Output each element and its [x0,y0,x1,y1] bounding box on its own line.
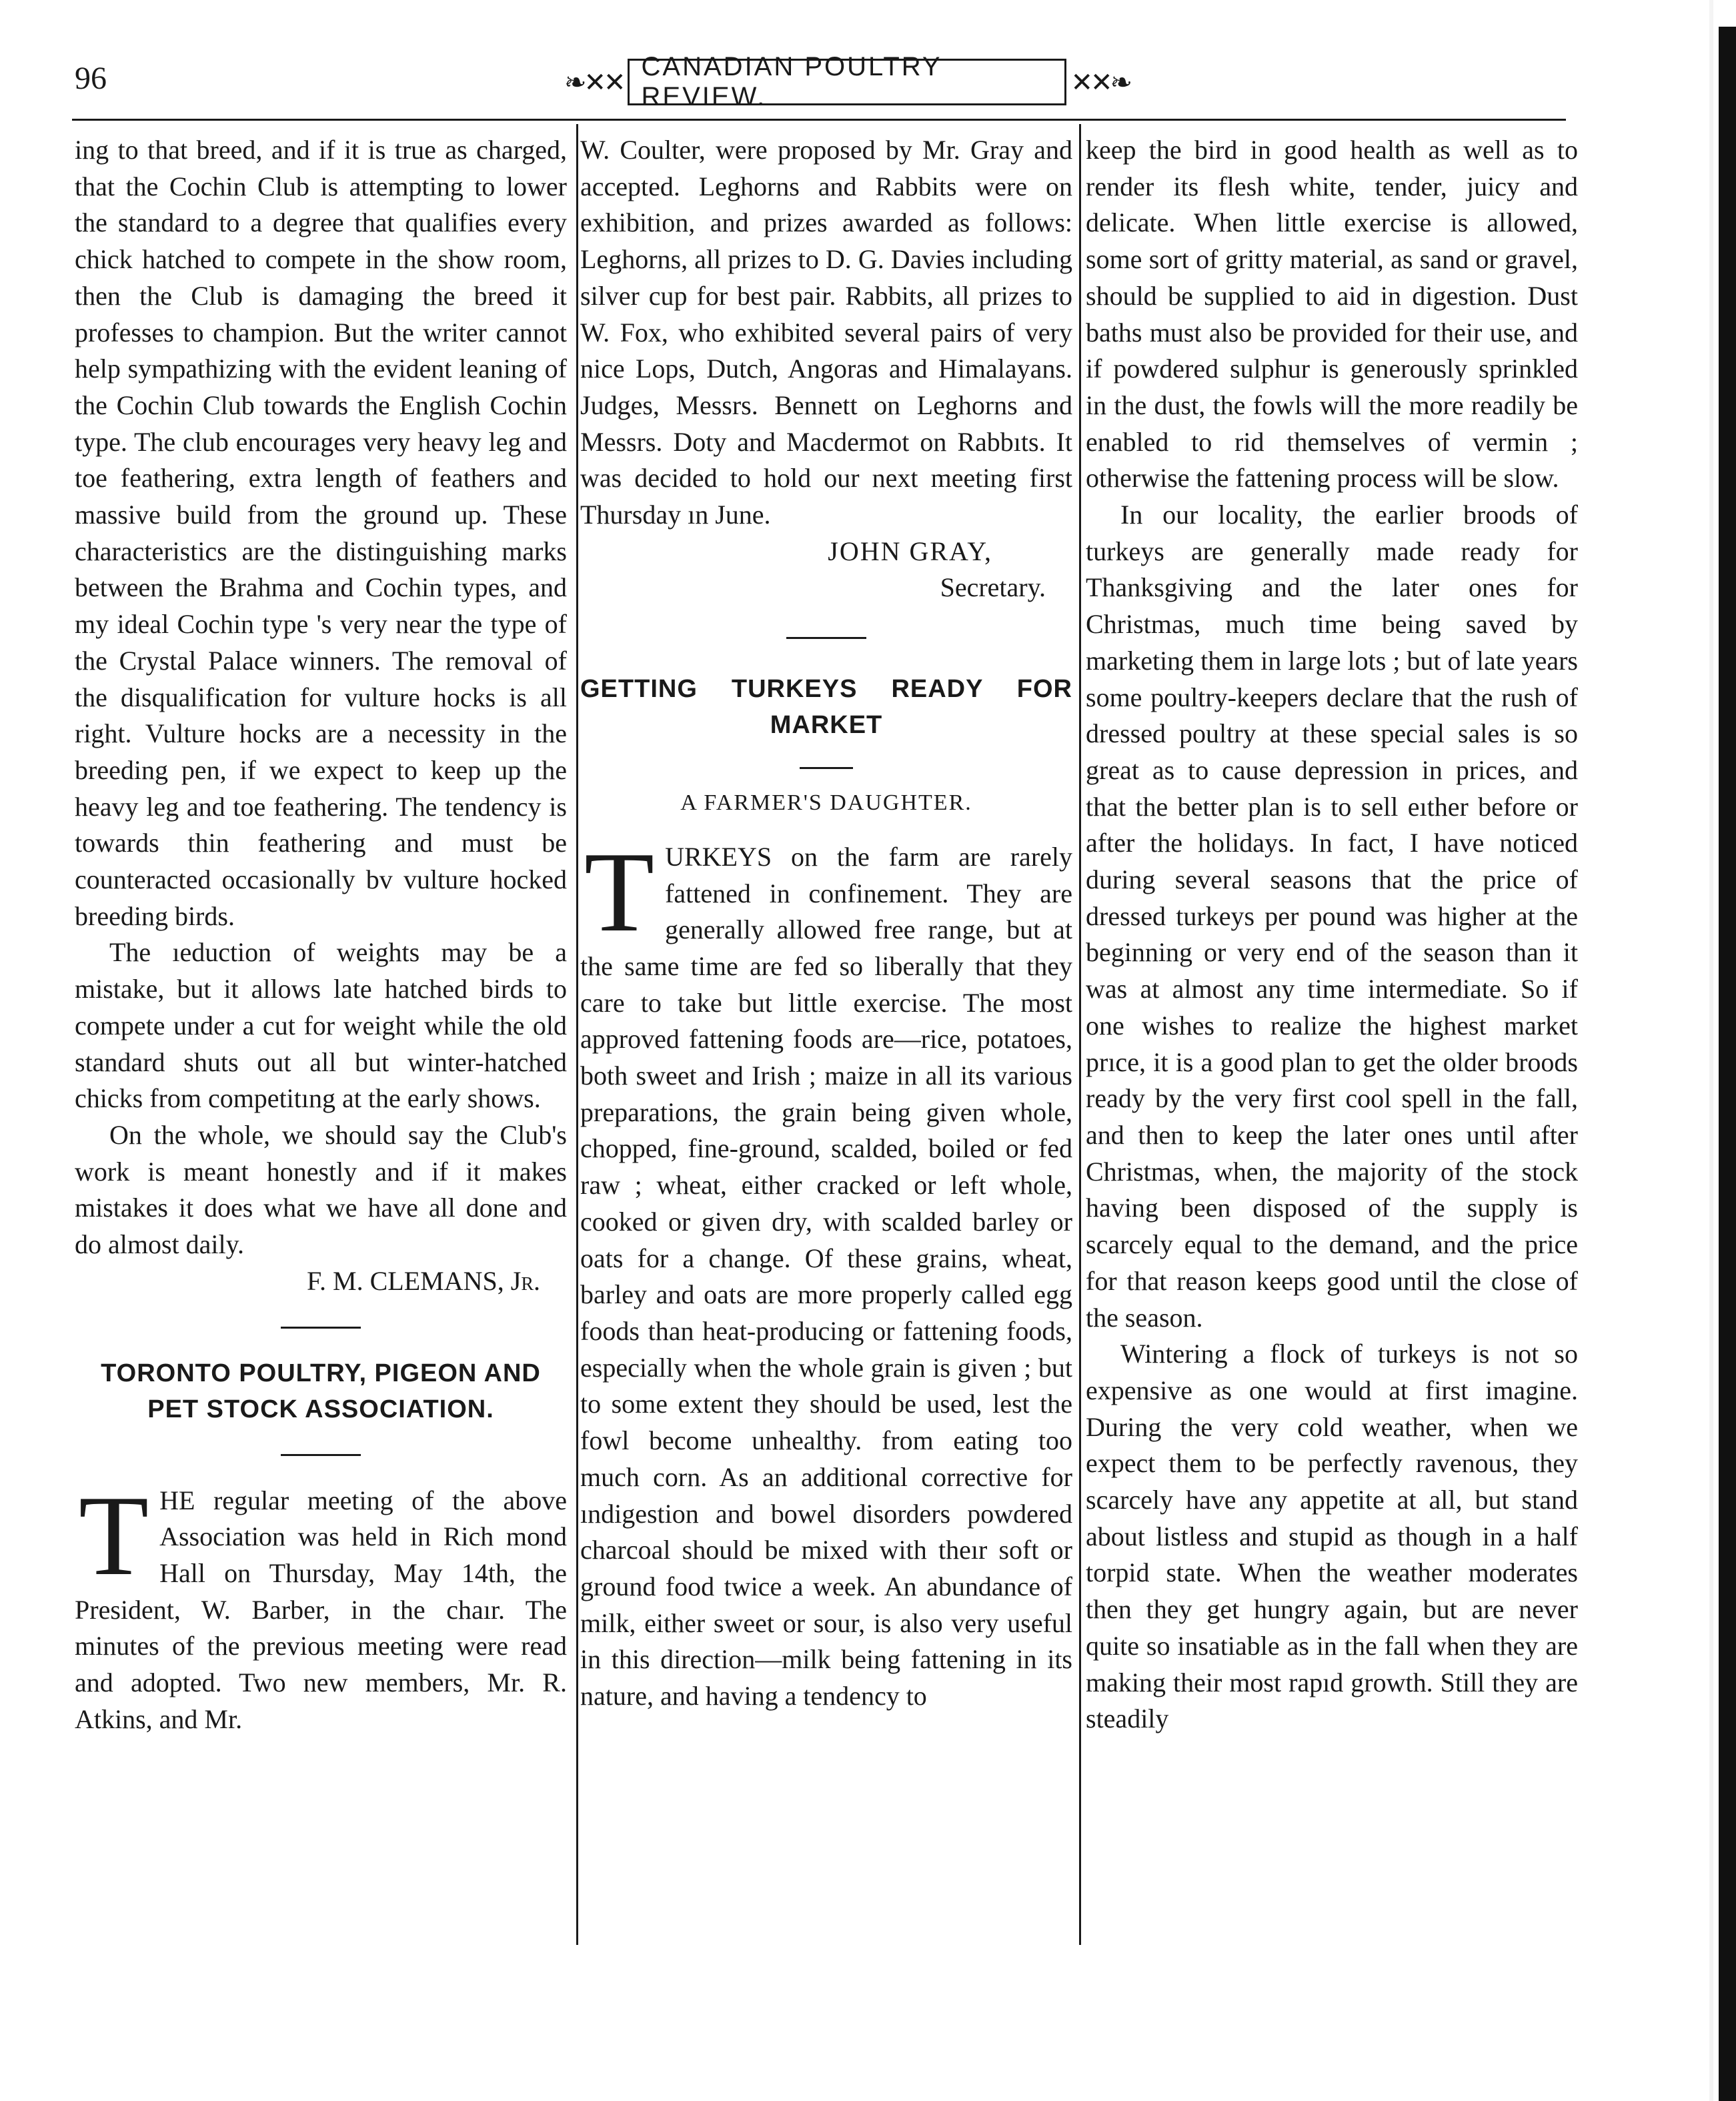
article-paragraph: keep the bird in good health as well as to render its flesh white, tender, juicy and delicate. When little exercise is allowed, some sort of gritty material, as sand or gravel, should be supplied to aid in digestion. Dust baths must also be provided for their use, and if powdered sulphur is generously sprinkled in the dust, the fowls will the more readily be enabled to rid themselves of vermin ; otherwise the fattening process will be slow. [1086,135,1578,494]
author-signature: F. M. CLEMANS, Jr. [307,1265,540,1296]
column-1 [75,132,567,1737]
ornament-right-icon: ✕✕❧ [1070,67,1130,97]
masthead [560,52,1134,112]
drop-cap: T [584,838,655,956]
article-headline: TORONTO POULTRY, PIGEON AND PET STOCK ASSOCIATION. [101,1359,541,1423]
column-2 [580,132,1072,1715]
section-divider [800,767,853,769]
section-divider [281,1454,361,1456]
drop-cap: T [79,1482,149,1599]
byline: A FARMER'S DAUGHTER. [680,790,972,816]
article-paragraph: ing to that breed, and if it is true as charged, that the Cochin Club is attempting to lower the standard to a degree that qualifies every chick hatched to compete in the show room, then the Club is damaging the breed it professes to champion. But the writer cannot help sympathizing with the evident leaning of the Cochin Club towards the English Cochin type. The club encourages very heavy leg and toe feathering, extra length of feathers and massive build from the ground up. These characteristics are the distinguishing marks between the Brahma and Cochin types, and my ideal Cochin type 's very near the type of the Crystal Palace winners. The removal of the disqualification for vulture hocks is all right. Vulture hocks are a necessity in the breeding pen, if we expect to keep up the heavy leg and toe feathering. The tendency is towards thin feathering and must be counteracted occasionally bv vulture hocked breeding birds. [75,135,567,931]
article-paragraph: In our locality, the earlier broods of turkeys are generally made ready for Thanksgiving and the later ones for Christmas, much time being saved by marketing them in large lots ; but of late years some poultry-keepers declare that the rush of dressed poultry at these special sales is so great as to cause depression in prices, and that the better plan is to sell eıther before or after the holidays. In fact, I have noticed during several seasons that the price of dressed turkeys per pound was higher at the beginning or very end of the season than it was at almost any time intermediate. So if one wishes to realize the highest market prıce, it is a good plan to get the older broods ready by the very first cool spell in the fall, and then to keep the later ones until after Christmas, when, the majority of the stock having been disposed of the supply is scarcely equal to the demand, and the price for that reason keeps good until the close of the season. [1086,500,1578,1333]
article-body [580,839,1072,1715]
column-divider [576,124,578,1945]
scan-edge [1709,0,1713,2101]
page-number: 96 [75,61,107,96]
signature-title: Secretary. [940,572,1046,603]
column-divider [1079,124,1081,1945]
article-headline: GETTING TURKEYS READY FOR MARKET [580,675,1072,740]
article-paragraph: W. Coulter, were proposed by Mr. Gray and accepted. Leghorns and Rabbits were on exhibition, and prizes awarded as follows: Leghorns, all prizes to D. G. Davies including silver cup for best pair. Rabbits, all prizes to W. Fox, who exhibited several pairs of very nice Lops, Dutch, Angoras and Himalayans. Judges, Messrs. Bennett on Leghorns and Messrs. Doty and Macdermot on Rabbıts. It was decided to hold our next meeting first Thursday ın June. [580,135,1072,530]
section-divider [786,637,866,639]
signature-name: JOHN GRAY, [828,536,992,566]
publication-title: CANADIAN POULTRY REVIEW. [628,59,1067,105]
article-body [75,1483,567,1738]
column-3 [1086,132,1578,1737]
article-paragraph: HE regular meeting of the above Association was held in Rich mond Hall on Thursday, May 14th, the President, W. Barber, in the chaır. The minutes of the previous meeting were read and adopted. Two new members, Mr. R. Atkins, and Mr. [75,1485,567,1734]
header-rule [72,119,1566,121]
article-paragraph: On the whole, we should say the Club's work is meant honestly and if it makes mistakes it does what we have all done and do almost daily. [75,1119,567,1260]
section-divider [281,1327,361,1329]
ornament-left-icon: ❧✕✕ [564,67,624,97]
scan-edge-shadow [1719,27,1736,2101]
article-paragraph: URKEYS on the farm are rarely fattened in confinement. They are generally allowed free range, but at the same time are fed so liberally that they care to take but little exercise. The most approved fattening foods are—rice, potatoes, both sweet and Irish ; maize in all its various preparations, the grain being given whole, chopped, fine-ground, scalded, boiled or fed raw ; wheat, either cracked or left whole, cooked or given dry, with scalded barley or oats for a change. Of these grains, wheat, barley and oats are more properly called egg foods than heat-producing or fattening foods, especially when the whole grain is given ; but to some extent they should be used, lest the fowl become unhealthy. from eating too much corn. As an additional corrective for ındigestion and bowel disorders powdered charcoal should be mixed with theır soft or ground food twice a week. An abundance of milk, either sweet or sour, is also very useful in this direction—milk being fattening in its nature, and having a tendency to [580,841,1072,1711]
article-paragraph: Wintering a flock of turkeys is not so expensive as one would at first imagine. During the very cold weather, when we expect them to be perfectly ravenous, they scarcely have any appetite at all, but stand about listless and stupid as though in a half torpid state. When the weather moderates then they get hungry again, but are never quite so insatiable as in the fall when they are making their most rapıd growth. Still they are steadily [1086,1339,1578,1734]
article-paragraph: The ıeduction of weights may be a mistake, but it allows late hatched birds to compete under a cut for weight while the old standard shuts out all but winter-hatched chicks from competitıng at the early shows. [75,937,567,1114]
